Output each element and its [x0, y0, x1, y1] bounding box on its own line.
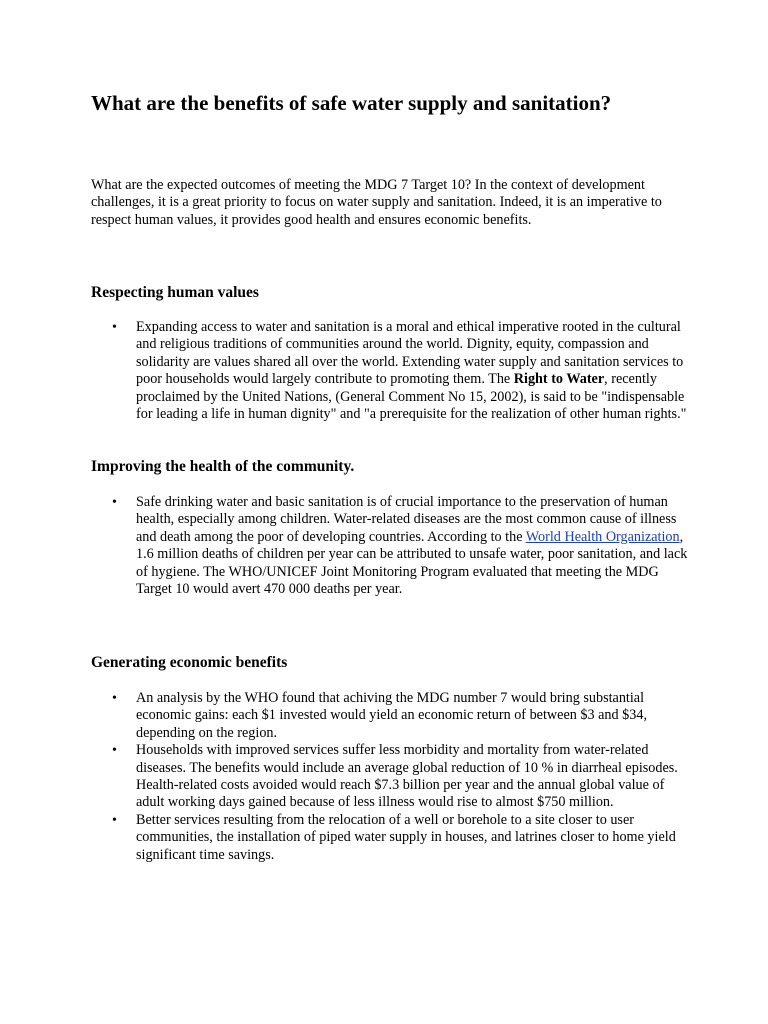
right-to-water-bold: Right to Water [513, 371, 605, 388]
list-item [91, 690, 691, 742]
intro-paragraph: What are the expected outcomes of meeting the MDG 7 Target 10? In the context of development challenges, it is a great priority to focus on water supply and sanitation. Indeed, it is an imperative to respect human values, it provides good health and ensures economic benefits. [91, 177, 662, 228]
bullet-icon: • [112, 320, 117, 335]
section-heading-economic: Generating economic benefits [91, 654, 288, 671]
economic-list [91, 690, 691, 864]
bullet-text: Expanding access to water and sanitation is a moral and ethical imperative rooted in the cultural and religious traditions of communities around the world. Dignity, equity, compassion and solidarity are values shared all over the world. Extending water supply and sanitation services to poor households would largely contribute to promoting them. The [136, 319, 684, 388]
who-link[interactable]: World Health Organization [525, 528, 680, 545]
bullet-text: Safe drinking water and basic sanitation is of crucial importance to the preservation of human health, especially among children. Water-related diseases are the most common cause of illness and death among the poor of developing countries. According to the [136, 494, 677, 545]
bullet-text: An analysis by the WHO found that achiving the MDG number 7 would bring substantial economic gains: each $1 invested would yield an economic return of between $3 and $34, depending on the region. [136, 690, 647, 741]
bullet-icon: • [112, 691, 117, 706]
section-heading-health: Improving the health of the community. [91, 458, 355, 475]
health-list [91, 494, 691, 598]
page-title: What are the benefits of safe water supply and sanitation? [91, 91, 612, 115]
list-item [91, 812, 691, 864]
bullet-text: Better services resulting from the relocation of a well or borehole to a site closer to user communities, the installation of piped water supply in houses, and latrines closer to home yield significant time savings. [136, 811, 676, 863]
list-item [91, 494, 691, 598]
bullet-text: Households with improved services suffer less morbidity and mortality from water-related diseases. The benefits would include an average global reduction of 10 % in diarrheal episodes. Health-related costs avoided would reach $7.3 billion per year and the annual global value of adult working days gained because of less illness would rise to almost $750 million. [136, 742, 678, 811]
section-heading-human-values: Respecting human values [91, 284, 259, 301]
bullet-icon: • [112, 743, 117, 759]
human-values-list [91, 319, 691, 423]
list-item [91, 742, 691, 812]
bullet-icon: • [112, 812, 117, 828]
bullet-text-continued: , recently proclaimed by the United Nations, (General Comment No 15, 2002), is said to be "indispensable for leading a life in human dignity" and "a prerequisite for the realization of other human rights." [136, 371, 687, 423]
bullet-icon: • [112, 495, 117, 510]
bullet-text-continued: , 1.6 million deaths of children per year can be attributed to unsafe water, poor sanitation, and lack of hygiene. The WHO/UNICEF Joint Monitoring Program evaluated that meeting the MDG Target 10 would avert 470 000 deaths per year. [136, 528, 688, 598]
list-item [91, 319, 691, 423]
